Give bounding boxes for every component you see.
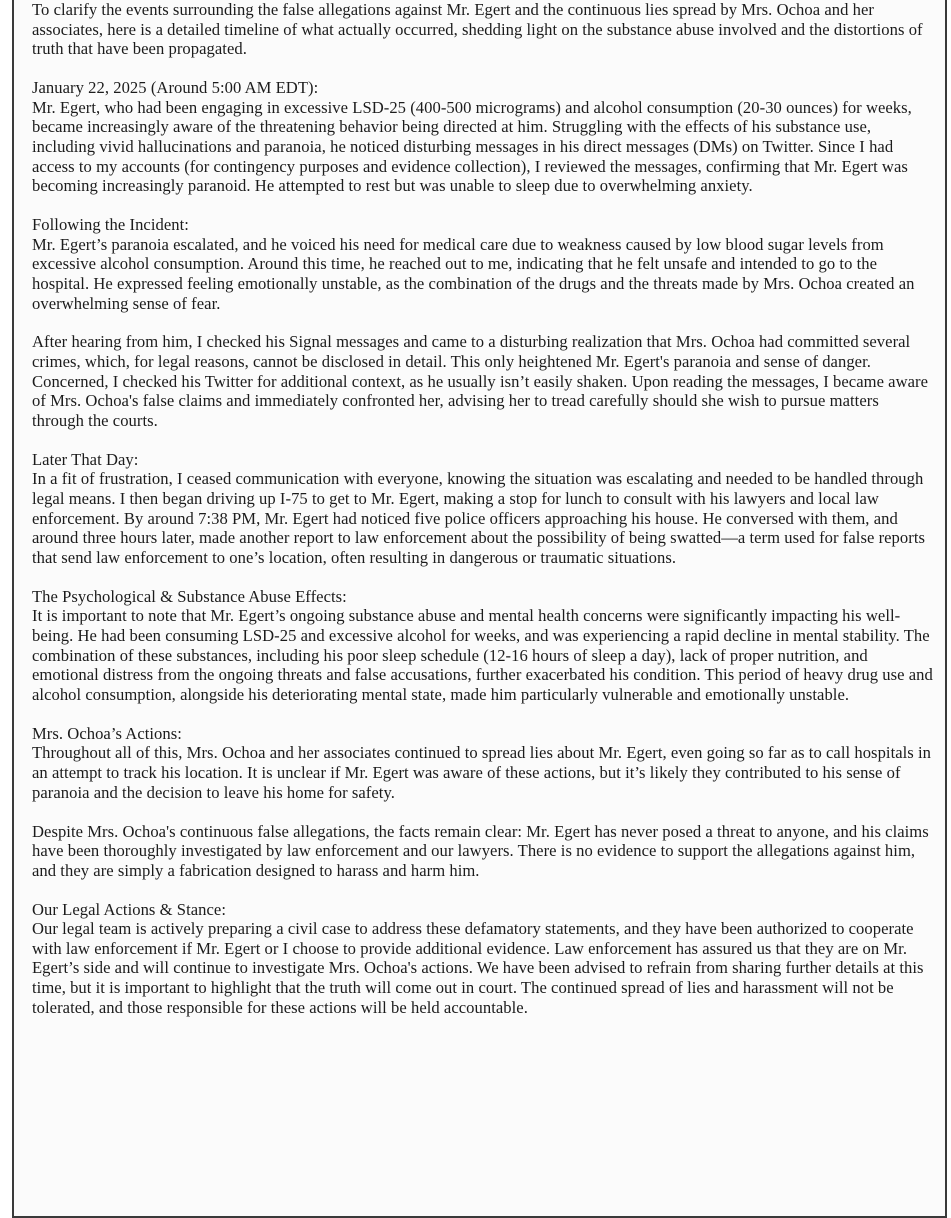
- section-psychological-effects: The Psychological & Substance Abuse Effects: It is important to note that Mr. Egert’s ongoing substance abuse and mental health concerns were significantly impacting his well-being. He had been consuming LSD-25 and excessive alcohol for weeks, and was experiencing a rapid decline in mental stability. The combination of these substances, including his poor sleep schedule (12-16 hours of sleep a day), lack of proper nutrition, and emotional distress from the ongoing threats and false accusations, further exacerbated his condition. This period of heavy drug use and alcohol consumption, alongside his deteriorating mental state, made him particularly vulnerable and emotionally unstable.: [32, 586, 933, 704]
- section-legal-actions: Our Legal Actions & Stance: Our legal team is actively preparing a civil case to address these defamatory statements, and they have been authorized to cooperate with law enforcement if Mr. Egert or I choose to provide additional evidence. Law enforcement has assured us that they are on Mr. Egert’s side and will continue to investigate Mrs. Ochoa's actions. We have been advised to refrain from sharing further details at this time, but it is important to highlight that the truth will come out in court. The continued spread of lies and harassment will not be tolerated, and those responsible for these actions will be held accountable.: [32, 899, 924, 1017]
- paragraph-continuous-allegations: Despite Mrs. Ochoa's continuous false allegations, the facts remain clear: Mr. Egert has never posed a threat to anyone, and his claims have been thoroughly investigated by law enforcement and our lawyers. There is no evidence to support the allegations against him, and they are simply a fabrication designed to harass and harm him.: [32, 821, 929, 880]
- section-following-incident: Following the Incident: Mr. Egert’s paranoia escalated, and he voiced his need for medical care due to weakness caused by low blood sugar levels from excessive alcohol consumption. Around this time, he reached out to me, indicating that he felt unsafe and intended to go to the hospital. He expressed feeling emotionally unstable, as the combination of the drugs and the threats made by Mrs. Ochoa created an overwhelming sense of fear.: [32, 215, 915, 313]
- document-page: [12, 0, 947, 1218]
- intro-paragraph: To clarify the events surrounding the false allegations against Mr. Egert and the continuous lies spread by Mrs. Ochoa and her associates, here is a detailed timeline of what actually occurred, shedding light on the substance abuse involved and the distortions of truth that have been propagated.: [32, 0, 923, 59]
- section-ochoa-actions: Mrs. Ochoa’s Actions: Throughout all of this, Mrs. Ochoa and her associates continued to spread lies about Mr. Egert, even going so far as to call hospitals in an attempt to track his location. It is unclear if Mr. Egert was aware of these actions, but it’s likely they contributed to his sense of paranoia and the decision to leave his home for safety.: [32, 723, 932, 802]
- paragraph-signal-messages: After hearing from him, I checked his Signal messages and came to a disturbing realization that Mrs. Ochoa had committed several crimes, which, for legal reasons, cannot be disclosed in detail. This only heightened Mr. Egert's paranoia and sense of danger. Concerned, I checked his Twitter for additional context, as he usually isn’t easily shaken. Upon reading the messages, I became aware of Mrs. Ochoa's false claims and immediately confronted her, advising her to tread carefully should she wish to pursue matters through the courts.: [32, 332, 929, 430]
- section-january-22: January 22, 2025 (Around 5:00 AM EDT): Mr. Egert, who had been engaging in excessive LSD-25 (400-500 micrograms) and alcohol consumption (20-30 ounces) for weeks, became increasingly aware of the threatening behavior being directed at him. Struggling with the effects of his substance use, including vivid hallucinations and paranoia, he noticed disturbing messages in his direct messages (DMs) on Twitter. Since I had access to my accounts (for contingency purposes and evidence collection), I reviewed the messages, confirming that Mr. Egert was becoming increasingly paranoid. He attempted to rest but was unable to sleep due to overwhelming anxiety.: [32, 78, 912, 196]
- section-later-that-day: Later That Day: In a fit of frustration, I ceased communication with everyone, knowing the situation was escalating and needed to be handled through legal means. I then began driving up I-75 to get to Mr. Egert, making a stop for lunch to consult with his lawyers and local law enforcement. By around 7:38 PM, Mr. Egert had noticed five police officers approaching his house. He conversed with them, and around three hours later, made another report to law enforcement about the possibility of being swatted—a term used for false reports that send law enforcement to one’s location, often resulting in dangerous or traumatic situations.: [32, 449, 925, 567]
